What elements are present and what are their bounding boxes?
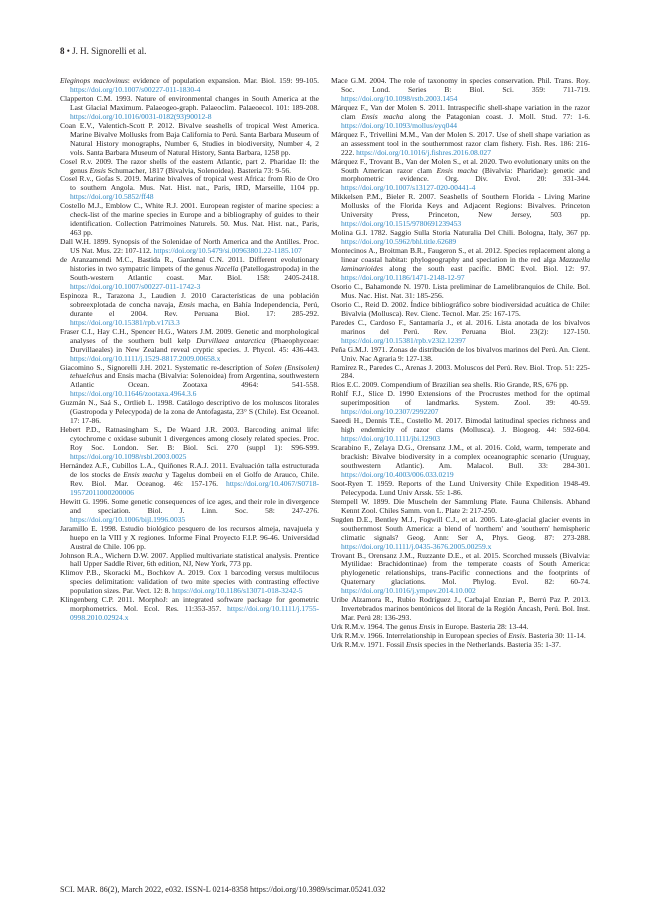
doi-link[interactable]: https://doi.org/10.1515/9780691239453 [341,219,462,229]
reference-entry [60,122,319,158]
doi-link[interactable]: https://doi.org/10.4003/006.033.0219 [341,469,454,479]
doi-link[interactable]: https://doi.org/10.11646/zootaxa.4964.3.6 [70,389,197,399]
reference-entry [331,417,590,444]
running-head: • J. H. Signorelli et al. [66,46,147,56]
ref-italic: Ensis [406,640,423,650]
reference-entry [331,301,590,319]
reference-entry [60,202,319,238]
doi-link[interactable]: https://doi.org/10.1111/j.1529-8817.2009.00658.x [70,353,221,363]
reference-entry [60,77,319,95]
reference-entry [331,498,590,516]
ref-text: Osorio C., Reid D. 2002. Índice bibliográfico sobre biodiversidad acuática de Chile: Bivalvia (Mollusca). Rev. Cienc. Tecnol. Mar. 25: 167-175. [331,299,590,318]
page-number: 8 [60,46,65,56]
reference-entry [60,569,319,596]
reference-entry [60,525,319,552]
ref-italic: Ensis macha [123,469,163,479]
reference-entry [60,292,319,328]
reference-entry [331,596,590,623]
ref-text: along the south east pacific. BMC Evol. Biol. 12: 97. [382,264,590,274]
ref-text: Cosel R.v. 2009. The razor shells of the eastern Atlantic, part 2. Pharidae II: the genus [60,156,319,175]
ref-text: Urk R.M.v. 1966. Interrelationship in European species of [331,631,509,641]
references-right-column [331,77,590,650]
ref-text: and Ensis macha (Bivalvia: Solenoidea) from Argentina, southwestern Atlantic Ocean. Zootaxa 4964: 541-558. [70,371,319,390]
doi-link[interactable]: https://doi.org/10.1111/jbi.12903 [341,434,441,444]
ref-text: Guzmán N., Saá S., Ortlieb L. 1998. Catálogo descriptivo de los moluscos litorales (Gastropoda y Pelecypoda) de la zona de Antofagasta, 23° S (Chile). Est Oceanol. 17: 17-86. [60,398,319,426]
ref-text: Costello M.J., Emblow C., White R.J. 2001. European register of marine species: a check-list of the marine species in Europe and a bibliography of guides to their identification. Collection Patrimoines Naturels. 50. Mus. Nat. Hist. nat., Paris, 463 pp. [60,201,319,238]
ref-text: de Aranzamendi M.C., Bastida R., Gardenal C.N. 2011. Different evolutionary histories in two sympatric limpets of the genus [60,255,319,274]
reference-entry [331,444,590,480]
ref-text: along the Patagonian coast. J. Moll. Stud. 77: 1-6. [403,111,590,121]
reference-entry [331,552,590,597]
doi-link[interactable]: https://doi.org/10.5479/si.00963801.22-1185.107 [153,246,302,256]
ref-text: Giacomino S., Signorelli J.H. 2021. Systematic re-description of [60,362,265,372]
doi-link[interactable]: https://doi.org/10.5962/bhl.title.62689 [341,237,457,247]
reference-entry [60,238,319,256]
doi-link[interactable]: https://doi.org/10.1186/s13071-018-3242-5 [172,586,303,596]
doi-link[interactable]: https://doi.org/10.1111/j.0435-3676.2005.00259.x [341,541,492,551]
ref-text: Klimov P.B., Skoracki M., Bochkov A. 2019. Cox 1 barcoding versus multilocus species delimitation: validation of two mite species with contrasting effective population sizes. Par. Vect. 12: 8. [60,568,319,596]
ref-text: Sugden D.E., Bentley M.J., Fogwill C.J., et al. 2005. Late-glacial glacier events in southernmost South America: a blend of 'northern' and 'southern' hemispheric climatic signals? Geog. Ann: Ser A, Phys. Geog. 87: 273-288. [331,514,590,542]
ref-text: Urk R.M.v. 1971. Fossil [331,640,406,650]
doi-link[interactable]: https://doi.org/10.15381/rpb.v23i2.12397 [341,335,466,345]
ref-text: Uribe Alzamora R., Rubio Rodríguez J., Carbajal Enzian P., Berrú Paz P. 2013. Invertebrados marinos bentónicos del litoral de la Región Áncash, Perú. Bol. Inst. Mar. Perú 28: 136-293. [331,595,590,623]
doi-link[interactable]: https://doi.org/10.1098/rsbl.2003.0025 [70,452,187,462]
ref-text: Klingenberg C.P. 2011. MorphoJ: an integrated software package for geometric morphometrics. Mol. Ecol. Res. 11:353-357. [60,595,319,614]
doi-link[interactable]: https://doi.org/10.1093/mollus/eyq044 [341,120,458,130]
ref-text: . Basteria 30: 11-14. [524,631,586,641]
reference-entry [331,319,590,346]
ref-text: Clapperton C.M. 1993. Nature of environmental changes in South America at the Last Glacial Maximum. Palaeogeo-graph. Palaeoclim. Palaeoecol. 101: 189-208. [60,93,319,112]
reference-entry [60,175,319,202]
ref-text: Molina G.I. 1782. Saggio Sulla Storia Naturalia Del Chili. Bologna, Italy, 367 pp. [331,228,590,238]
ref-italic: Ensis [89,165,106,175]
ref-italic: Ensis [508,631,525,641]
reference-entry [60,426,319,462]
ref-text: species in the Netherlands. Basteria 35: 1-37. [422,640,561,650]
doi-link[interactable]: https://doi.org/10.1186/1471-2148-12-97 [341,272,465,282]
doi-link[interactable]: https://doi.org/10.4067/S0718-19572011000200006 [70,478,319,497]
ref-text: Dall W.H. 1899. Synopsis of the Solenidae of North America and the Antilles. Proc. US Nat. Mus. 22: 107-112. [60,237,319,256]
reference-entry [331,480,590,498]
ref-text: Hewitt G. 1996. Some genetic consequences of ice ages, and their role in divergence and speciation. Biol. J. Linn. Soc. 58: 247-276. [60,496,319,515]
ref-text: Urk R.M.v. 1964. The genus [331,622,420,632]
reference-entry [60,498,319,525]
ref-text: Peña G.M.J. 1971. Zonas de distribución de los bivalvos marinos del Perú. An. Cient. Univ. Nac Agraria 9: 127-138. [331,344,590,363]
ref-italic: Ensis macha [361,111,404,121]
reference-entry [331,516,590,552]
ref-text: Rohlf F.J., Slice D. 1990 Extensions of the Procrustes method for the optimal superimposition of landmarks. System. Zool. 39: 40-59. [331,389,590,408]
reference-entry [60,596,319,623]
ref-text: Cosel R.v., Gofas S. 2019. Marine bivalves of tropical west Africa: from Rio de Oro to southern Angola. Mus. Nat. Hist. nat., Paris, IRD, Marseille, 1104 pp. [60,174,319,193]
ref-text: y Tagelus dombeii en el Golfo de Arauco, Chile. Rev. Biol. Mar. Oceanog. 46: 157-176. [70,469,319,488]
ref-text: Coan E.V., Valentich-Scott P. 2012. Bivalve seashells of tropical West America. Marine Bivalve Mollusks from Baja California to Perú. Santa Barbara Museum of Natural History monographs, Number 6, Studies in biodiversity, Number 4, 2 vols. Santa Barbara Museum of Natural History, Santa Barbara, 1258 pp. [60,120,319,157]
ref-text: Trovant B., Orensanz J.M., Ruzzante D.E., et al. 2015. Scorched mussels (Bivalvia: Mytilidae: Brachidontinae) from the temperate coasts of South America: phylogenetic relationships, trans-Pacific connections and the footprints of Quaternary glaciations. Mol. Phylog. Evol. 82: 60-74. [331,550,590,587]
ref-text: Scarabino F., Zelaya D.G., Orensanz J.M., et al. 2016. Cold, warm, temperate and brackish: Bivalve biodiversity in a complex oceanographic scenario (Uruguay, southwestern Atlantic). Am. Malacol. Bull. 33: 284-301. [331,443,590,470]
ref-text: Saeedi H., Dennis T.E., Costello M. 2017. Bimodal latitudinal species richness and high endemicity of razor clams (Mollusca). J. Biogeog. 44: 592-604. [331,416,590,435]
reference-entry [60,364,319,400]
doi-link[interactable]: https://doi.org/10.5852/ff48 [70,192,154,202]
ref-text: Montecinos A., Broitman B.R., Faugeron S., et al. 2012. Species replacement along a linear coastal habitat: phylogeography and speciation in the red alga [331,246,590,265]
ref-italic: Nacella [214,264,239,274]
ref-italic: Ensis macha [436,165,478,175]
ref-text: Márquez F., Van der Molen S. 2011. Intraspecific shell-shape variation in the razor clam [331,102,590,121]
ref-text: Fraser C.I., Hay C.H., Spencer H.G., Waters J.M. 2009. Genetic and morphological analyses of the southern bull kelp [60,326,319,345]
reference-entry [331,364,590,382]
doi-link[interactable]: https://doi.org/10.1016/j.ympev.2014.10.002 [341,586,476,596]
reference-entry [60,256,319,292]
reference-entry [331,104,590,131]
reference-entry [60,462,319,498]
running-header [60,46,146,56]
ref-italic: Mazzaella laminarioides [341,255,590,274]
ref-text: Osorio C., Bahamonde N. 1970. Lista preliminar de Lamelibranquios de Chile. Bol. Mus. Nac. Hist. Nat. 31: 185-256. [331,281,590,300]
ref-text: (Bivalvia: Pharidae): genetic and morphometric evidence. Org. Div. Evol. 20: 331-344. [341,165,590,184]
reference-entry [331,193,590,229]
ref-text: in Europe. Basteria 28: 13-44. [435,622,529,632]
references-left-column [60,77,319,623]
reference-entry [331,390,590,417]
ref-text: Soot-Ryen T. 1959. Reports of the Lund University Chile Expedition 1948-49. Pelecypoda. Lund Univ Arssk. 55: 1-86. [331,478,590,497]
ref-text: Márquez F., Trovant B., Van der Molen S., et al. 2020. Two evolutionary units on the South American razor clam [331,156,590,175]
reference-entry [331,158,590,194]
doi-link[interactable]: https://doi.org/10.1007/s00227-011-1830-4 [70,84,201,94]
ref-text: : evidence of population expansion. Mar. Biol. 159: 99-105. [127,76,319,85]
ref-text: (Phaeophyceae: Durvillaeales) in New Zealand reveal cryptic species. J. Phycol. 45: 436-443. [70,335,319,354]
ref-text: Paredes C., Cardoso F., Santamaría J., et al. 2016. Lista anotada de los bivalvos marinos del Perú. Rev. Peruana Biol. 23(2): 127-150. [331,317,590,336]
doi-link[interactable]: https://doi.org/10.1016/0031-0182(93)90012-8 [70,111,212,121]
reference-entry [331,283,590,301]
reference-entry [331,77,590,104]
reference-entry [331,131,590,158]
ref-italic: Solen (Ensisolen) tehuelchus [70,362,319,381]
reference-entry [60,399,319,426]
ref-italic: Ensis [419,622,436,632]
ref-text: macha, en Bahía Independencia, Perú, durante el 2004. Rev. Peruana Biol. 17: 285-292. [70,299,319,318]
reference-entry [60,158,319,176]
doi-link[interactable]: https://doi.org/10.15381/rpb.v17i3.3 [70,317,180,327]
ref-text: Stempell W. 1899. Die Muscheln der Sammlung Plate. Fauna Chilensis. Abhand Kennt Zool. Chiles Samm. von L. Plate 2: 217-250. [331,496,590,515]
reference-entry [331,641,590,650]
footer-citation: SCI. MAR. 86(2), March 2022, e032. ISSN-L 0214-8358 https://doi.org/10.3989/scimar.05241.032 [60,885,386,894]
ref-italic: Eleginops maclovinus [60,76,128,85]
ref-text: Schumacher, 1817 (Bivalvia, Solenoidea). Basteria 73: 9-56. [105,165,292,175]
ref-text: Johnson R.A., Wichern D.W. 2007. Applied multivariate statistical analysis. Prentice hall Upper Saddle River, 6th edition, NJ, New York, 773 pp. [60,550,319,569]
reference-entry [60,328,319,364]
doi-link[interactable]: https://doi.org/10.2307/2992207 [341,407,439,417]
doi-link[interactable]: https://doi.org/10.1111/j.1755-0998.2010.02924.x [70,604,320,623]
ref-text: Mace G.M. 2004. The role of taxonomy in species conservation. Phil. Trans. Roy. Soc. Lond. Series B: Biol. Sci. 359: 711-719. [331,76,590,94]
reference-entry [331,247,590,283]
ref-text: Mikkelsen P.M., Bieler R. 2007. Seashells of Southern Florida - Living Marine Mollusks of the Florida Keys and Adjacent Regions: Bivalves. Princeton University Press, Princeton, New Jersey, 503 pp. [331,192,590,220]
reference-entry [331,229,590,247]
reference-entry [60,552,319,570]
ref-italic: Ensis [178,299,195,309]
ref-text: Espinoza R., Tarazona J., Laudien J. 2010 Características de una población sobreexplotada de concha navaja, [60,290,319,309]
reference-entry [60,95,319,122]
ref-text: Ramírez R., Paredes C., Arenas J. 2003. Moluscos del Perú. Rev. Biol. Trop. 51: 225-284. [331,362,590,381]
doi-link[interactable]: https://doi.org/10.1098/rstb.2003.1454 [341,93,458,103]
ref-text: Rios E.C. 2009. Compendium of Brazilian sea shells. Rio Grande, RS, 676 pp. [331,380,569,390]
doi-link[interactable]: https://doi.org/10.1006/bijl.1996.0035 [70,514,186,524]
ref-text: Hernández A.F., Cubillos L.A., Quiñones R.A.J. 2011. Evaluación talla estructurada de los stocks de [60,460,319,479]
doi-link[interactable]: https://doi.org/10.1016/j.fishres.2016.08.027 [356,147,491,157]
ref-text: Hebert P.D., Ratnasingham S., De Waard J.R. 2003. Barcoding animal life: cytochrome c oxidase subunit 1 divergences among closely related species. Proc. Roy Soc. London. Ser. B: Biol. Sci. 270 (suppl 1): S96-S99. [60,425,319,453]
ref-italic: Durvillaea antarctica [196,335,266,345]
doi-link[interactable]: https://doi.org/10.1007/s13127-020-00441-4 [341,183,476,193]
reference-entry [331,346,590,364]
ref-text: (Patellogastropoda) in the South-western Atlantic coast. Mar. Biol. 158: 2405-2418. [70,264,319,282]
ref-text: Jaramillo E. 1998. Estudio biológico pesquero de los recursos almeja, navajuela y huepo en la VIII y X regiones. Informe Final Proyecto F.I.P. 96-46. Universidad Austral de Chile. 106 pp. [60,523,319,551]
doi-link[interactable]: https://doi.org/10.1007/s00227-011-1742-3 [70,281,201,291]
ref-text: Márquez F., Trivellini M.M., Van der Molen S. 2017. Use of shell shape variation as an assessment tool in the southernmost razor clam fishery. Fish. Res. 186: 216-222. [331,129,590,157]
